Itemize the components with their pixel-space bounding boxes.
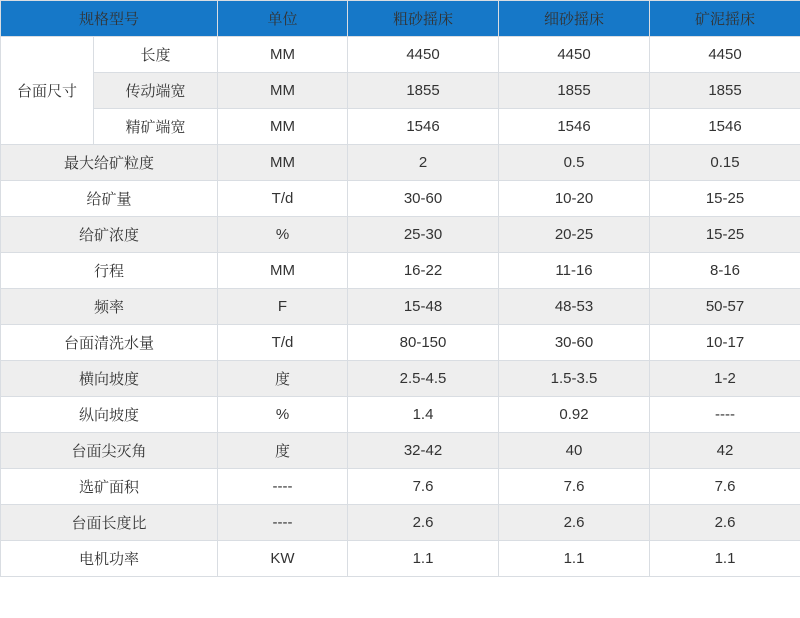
- table-row: [1, 145, 800, 181]
- cell-value: 2.5-4.5: [348, 361, 499, 397]
- table-row: [1, 37, 800, 73]
- row-label: 电机功率: [1, 541, 218, 577]
- cell-value: 1.1: [650, 541, 800, 577]
- table-row: [1, 433, 800, 469]
- table-row: [1, 541, 800, 577]
- row-label: 长度: [94, 37, 218, 73]
- cell-value: 1.1: [348, 541, 499, 577]
- cell-value: 1-2: [650, 361, 800, 397]
- row-unit: MM: [218, 73, 348, 109]
- table-row: [1, 325, 800, 361]
- header-cell-fine-sand: 细砂摇床: [499, 1, 650, 37]
- cell-value: 0.5: [499, 145, 650, 181]
- cell-value: 15-25: [650, 217, 800, 253]
- cell-value: 1546: [650, 109, 800, 145]
- row-unit: T/d: [218, 325, 348, 361]
- table-row: [1, 361, 800, 397]
- row-label: 纵向坡度: [1, 397, 218, 433]
- row-label: 给矿浓度: [1, 217, 218, 253]
- cell-value: 15-25: [650, 181, 800, 217]
- cell-value: 1546: [348, 109, 499, 145]
- cell-value: 2.6: [650, 505, 800, 541]
- cell-value: 1.4: [348, 397, 499, 433]
- cell-value: 40: [499, 433, 650, 469]
- table-row: [1, 109, 800, 145]
- row-unit: ----: [218, 469, 348, 505]
- cell-value: 30-60: [499, 325, 650, 361]
- row-label: 选矿面积: [1, 469, 218, 505]
- table-row: [1, 217, 800, 253]
- row-label: 台面清洗水量: [1, 325, 218, 361]
- cell-value: 32-42: [348, 433, 499, 469]
- table-row: [1, 253, 800, 289]
- cell-value: 2: [348, 145, 499, 181]
- header-cell-model: 规格型号: [1, 1, 218, 37]
- row-unit: %: [218, 217, 348, 253]
- cell-value: 4450: [499, 37, 650, 73]
- table-row: [1, 181, 800, 217]
- row-label: 横向坡度: [1, 361, 218, 397]
- cell-value: 10-17: [650, 325, 800, 361]
- table-row: [1, 469, 800, 505]
- row-label: 台面长度比: [1, 505, 218, 541]
- row-unit: ----: [218, 505, 348, 541]
- cell-value: 2.6: [499, 505, 650, 541]
- table-header: [1, 1, 800, 37]
- row-label: 台面尖灭角: [1, 433, 218, 469]
- header-cell-slime: 矿泥摇床: [650, 1, 800, 37]
- row-unit: MM: [218, 253, 348, 289]
- cell-value: 1546: [499, 109, 650, 145]
- row-label: 精矿端宽: [94, 109, 218, 145]
- row-unit: MM: [218, 145, 348, 181]
- cell-value: 4450: [650, 37, 800, 73]
- cell-value: 30-60: [348, 181, 499, 217]
- row-unit: KW: [218, 541, 348, 577]
- table-body: [1, 37, 800, 577]
- row-unit: MM: [218, 37, 348, 73]
- row-unit: T/d: [218, 181, 348, 217]
- cell-value: 15-48: [348, 289, 499, 325]
- header-cell-coarse-sand: 粗砂摇床: [348, 1, 499, 37]
- row-label: 最大给矿粒度: [1, 145, 218, 181]
- cell-value: 1.5-3.5: [499, 361, 650, 397]
- row-unit: MM: [218, 109, 348, 145]
- table-row: [1, 505, 800, 541]
- row-unit: 度: [218, 361, 348, 397]
- cell-value: 10-20: [499, 181, 650, 217]
- row-unit: %: [218, 397, 348, 433]
- cell-value: 4450: [348, 37, 499, 73]
- table-row: [1, 289, 800, 325]
- header-row: [1, 1, 800, 37]
- cell-value: 16-22: [348, 253, 499, 289]
- row-label: 行程: [1, 253, 218, 289]
- header-cell-unit: 单位: [218, 1, 348, 37]
- cell-value: 7.6: [348, 469, 499, 505]
- cell-value: 2.6: [348, 505, 499, 541]
- cell-value: 42: [650, 433, 800, 469]
- cell-value: 11-16: [499, 253, 650, 289]
- cell-value: 80-150: [348, 325, 499, 361]
- cell-value: 50-57: [650, 289, 800, 325]
- cell-value: 0.15: [650, 145, 800, 181]
- table-row: [1, 397, 800, 433]
- table-row: [1, 73, 800, 109]
- cell-value: 7.6: [499, 469, 650, 505]
- row-label: 频率: [1, 289, 218, 325]
- cell-value: 1855: [348, 73, 499, 109]
- row-label: 传动端宽: [94, 73, 218, 109]
- row-label: 给矿量: [1, 181, 218, 217]
- row-unit: F: [218, 289, 348, 325]
- cell-value: 20-25: [499, 217, 650, 253]
- cell-value: 0.92: [499, 397, 650, 433]
- cell-value: 48-53: [499, 289, 650, 325]
- cell-value: 8-16: [650, 253, 800, 289]
- row-group-label-table-size: 台面尺寸: [1, 37, 94, 145]
- cell-value: 7.6: [650, 469, 800, 505]
- cell-value: 25-30: [348, 217, 499, 253]
- cell-value: 1855: [650, 73, 800, 109]
- cell-value: ----: [650, 397, 800, 433]
- row-unit: 度: [218, 433, 348, 469]
- cell-value: 1855: [499, 73, 650, 109]
- cell-value: 1.1: [499, 541, 650, 577]
